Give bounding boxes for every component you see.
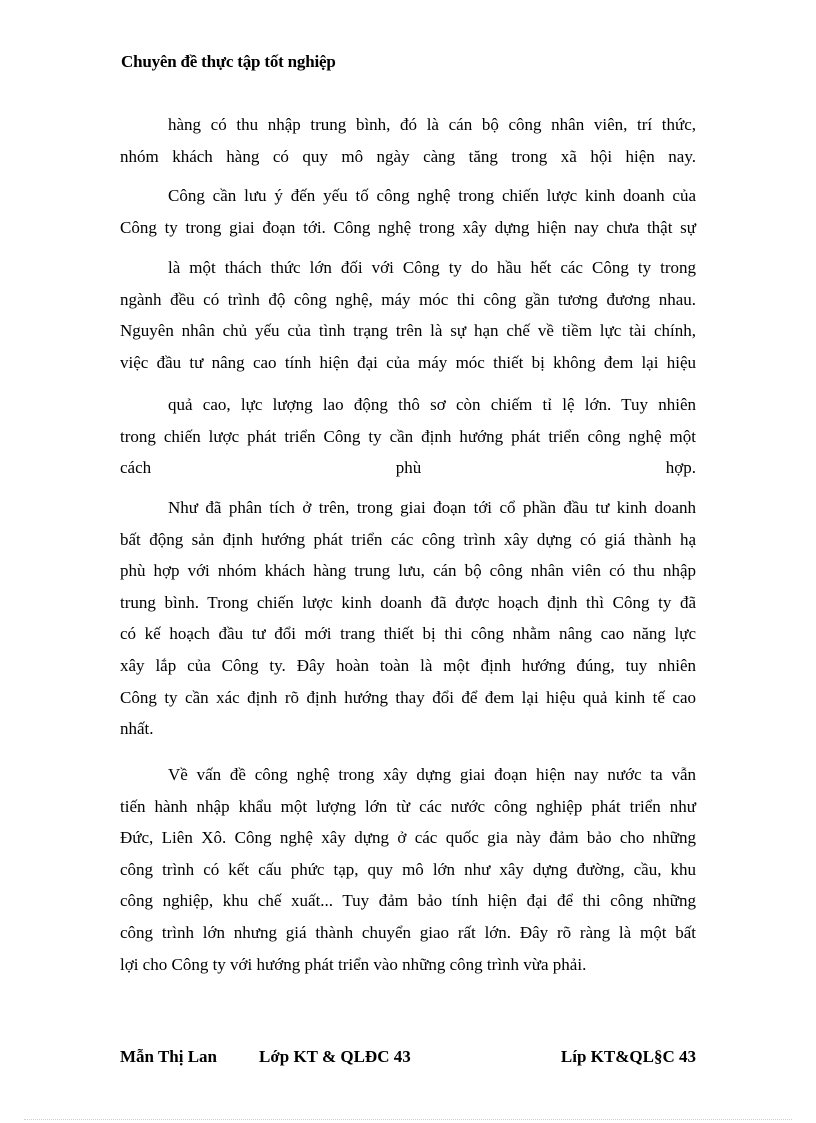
text-line: tiến hành nhập khẩu một lượng lớn từ các nước công nghiệp phát triển như	[120, 796, 696, 816]
footer-author: Mẫn Thị Lan	[120, 1047, 218, 1066]
text-line: Đức, Liên Xô. Công nghệ xây dựng ở các quốc gia này đảm bảo cho những	[120, 828, 696, 848]
text-line: xây lắp của Công ty. Đây hoàn toàn là một định hướng đúng, tuy nhiên	[120, 655, 696, 675]
paragraph	[120, 759, 696, 980]
text-line: công trình có kết cấu phức tạp, quy mô lớn như xây dựng đường, cầu, khu	[120, 859, 696, 879]
text-line: nhóm khách hàng có quy mô ngày càng tăng trong xã hội hiện nay.	[120, 146, 696, 166]
paragraph	[120, 252, 696, 378]
spread-words	[120, 452, 696, 484]
text-line: Như đã phân tích ở trên, trong giai đoạn tới cổ phần đầu tư kinh doanh	[168, 498, 696, 517]
text-line: Về vấn đề công nghệ trong xây dựng giai đoạn hiện nay nước ta vẫn	[168, 765, 696, 784]
text-line: công trình lớn nhưng giá thành chuyển giao rất lớn. Đây rõ ràng là một bất	[120, 922, 696, 942]
text-line: trong chiến lược phát triển Công ty cần định hướng phát triển công nghệ một	[120, 426, 696, 446]
text-line: nhất.	[120, 719, 154, 739]
text-line: việc đầu tư nâng cao tính hiện đại của máy móc thiết bị không đem lại hiệu	[120, 352, 696, 372]
text-line: Nguyên nhân chủ yếu của tình trạng trên là sự hạn chế về tiềm lực tài chính,	[120, 321, 696, 341]
text-line: bất động sản định hướng phát triển các công trình xây dựng có giá thành hạ	[120, 529, 696, 549]
paragraph	[120, 389, 696, 484]
text-line: lợi cho Công ty với hướng phát triển vào những công trình vừa phải.	[120, 954, 587, 974]
page-edge-divider	[24, 1119, 792, 1120]
text-line: công nghiệp, khu chế xuất... Tuy đảm bảo tính hiện đại để thi công những	[120, 891, 696, 911]
paragraph	[120, 109, 696, 172]
text-line: Công ty trong giai đoạn tới. Công nghệ trong xây dựng hiện nay chưa thật sự	[120, 217, 696, 237]
page-header: Chuyên đề thực tập tốt nghiệp	[121, 52, 336, 71]
footer-class-label-garbled: Líp KT&QL§C 43	[560, 1047, 696, 1066]
text-line: có kế hoạch đầu tư đổi mới trang thiết bị thi công nhằm nâng cao năng lực	[120, 624, 696, 644]
text-line: là một thách thức lớn đối với Công ty do hầu hết các Công ty trong	[168, 258, 696, 277]
text-line-spread	[120, 452, 696, 484]
spread-word: hợp.	[665, 458, 696, 478]
text-line: Công ty cần xác định rõ định hướng thay đổi để đem lại hiệu quả kinh tế cao	[120, 687, 696, 707]
paragraph	[120, 492, 696, 745]
text-line: ngành đều có trình độ công nghệ, máy móc thi công gần tương đương nhau.	[120, 289, 696, 309]
spread-word: phù	[395, 458, 422, 478]
footer-class-label: Lớp KT & QLĐC 43	[259, 1047, 411, 1066]
text-line: quả cao, lực lượng lao động thô sơ còn chiếm tỉ lệ lớn. Tuy nhiên	[168, 395, 696, 414]
text-line: trung bình. Trong chiến lược kinh doanh đã được hoạch định thì Công ty đã	[120, 592, 696, 612]
text-line: phù hợp với nhóm khách hàng trung lưu, cán bộ công nhân viên có thu nhập	[120, 561, 696, 581]
spread-word: cách	[120, 458, 152, 478]
text-line: hàng có thu nhập trung bình, đó là cán bộ công nhân viên, trí thức,	[168, 115, 696, 134]
text-line: Công cần lưu ý đến yếu tố công nghệ trong chiến lược kinh doanh của	[168, 186, 696, 205]
paragraph	[120, 180, 696, 243]
